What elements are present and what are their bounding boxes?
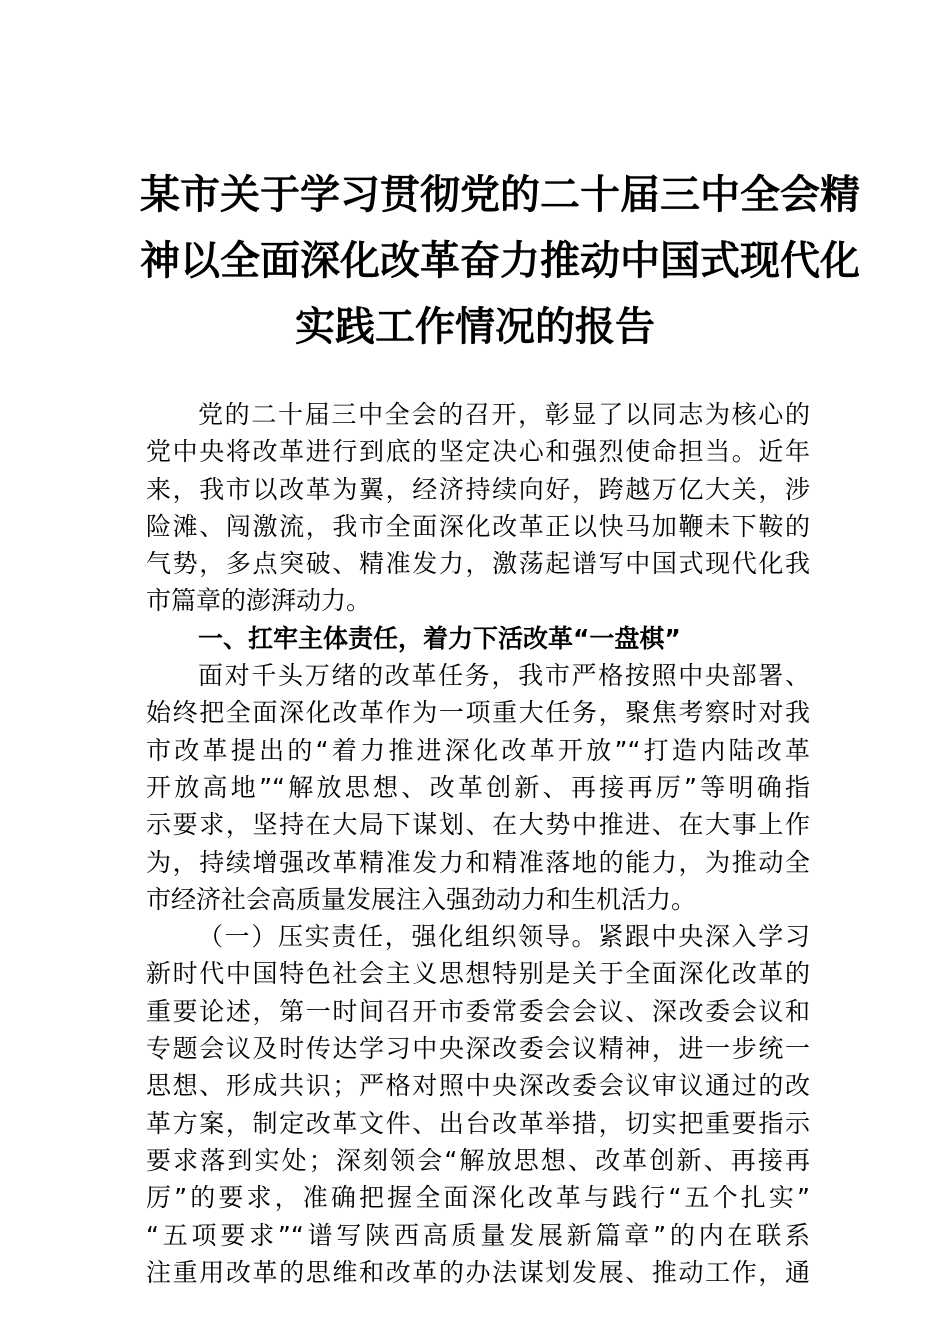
- document-body: [146, 396, 810, 1291]
- paragraph-line: 革方案，制定改革文件、出台改革举措，切实把重要指示: [146, 1108, 810, 1138]
- paragraph-line: “五项要求”“谱写陕西高质量发展新篇章”的内在联系: [146, 1220, 810, 1250]
- paragraph-line: 开放高地”“解放思想、改革创新、再接再厉”等明确指: [146, 772, 810, 802]
- paragraph-line: 注重用改革的思维和改革的办法谋划发展、推动工作，通: [146, 1257, 810, 1287]
- paragraph-line: 专题会议及时传达学习中央深改委会议精神，进一步统一: [146, 1034, 810, 1064]
- section-heading: 一、扛牢主体责任，着力下活改革“一盘棋”: [198, 623, 681, 653]
- paragraph-line: 党中央将改革进行到底的坚定决心和强烈使命担当。近年: [146, 437, 810, 467]
- paragraph-line: 气势，多点突破、精准发力，激荡起谱写中国式现代化我: [146, 549, 810, 579]
- title-line: 实践工作情况的报告: [295, 303, 655, 350]
- paragraph-line: 为，持续增强改革精准发力和精准落地的能力，为推动全: [146, 847, 810, 877]
- paragraph-line: 思想、形成共识；严格对照中央深改委会议审议通过的改: [146, 1071, 810, 1101]
- paragraph-line: 示要求，坚持在大局下谋划、在大势中推进、在大事上作: [146, 810, 810, 840]
- paragraph-line: 市经济社会高质量发展注入强劲动力和生机活力。: [146, 884, 697, 914]
- paragraph-line: 重要论述，第一时间召开市委常委会会议、深改委会议和: [146, 996, 810, 1026]
- paragraph-line: 市改革提出的“着力推进深化改革开放”“打造内陆改革: [146, 735, 810, 765]
- paragraph-line: 厉”的要求，准确把握全面深化改革与践行“五个扎实”: [146, 1183, 810, 1213]
- paragraph-line: 来，我市以改革为翼，经济持续向好，跨越万亿大关，涉: [146, 474, 810, 504]
- paragraph-line: 党的二十届三中全会的召开，彰显了以同志为核心的: [198, 400, 810, 429]
- document-title: [140, 162, 860, 360]
- title-line: 某市关于学习贯彻党的二十届三中全会精: [140, 171, 860, 218]
- paragraph-line: 面对千头万绪的改革任务，我市严格按照中央部署、: [198, 661, 810, 691]
- paragraph-line: 新时代中国特色社会主义思想特别是关于全面深化改革的: [146, 959, 810, 989]
- paragraph-line: 险滩、闯激流，我市全面深化改革正以快马加鞭未下鞍的: [146, 511, 810, 541]
- paragraph-line: 始终把全面深化改革作为一项重大任务，聚焦考察时对我: [146, 698, 810, 728]
- paragraph-line: （一）压实责任，强化组织领导。紧跟中央深入学习: [198, 922, 810, 952]
- paragraph-line: 市篇章的澎湃动力。: [146, 586, 372, 616]
- title-line: 神以全面深化改革奋力推动中国式现代化: [140, 237, 860, 284]
- paragraph-line: 要求落到实处；深刻领会“解放思想、改革创新、再接再: [146, 1145, 810, 1175]
